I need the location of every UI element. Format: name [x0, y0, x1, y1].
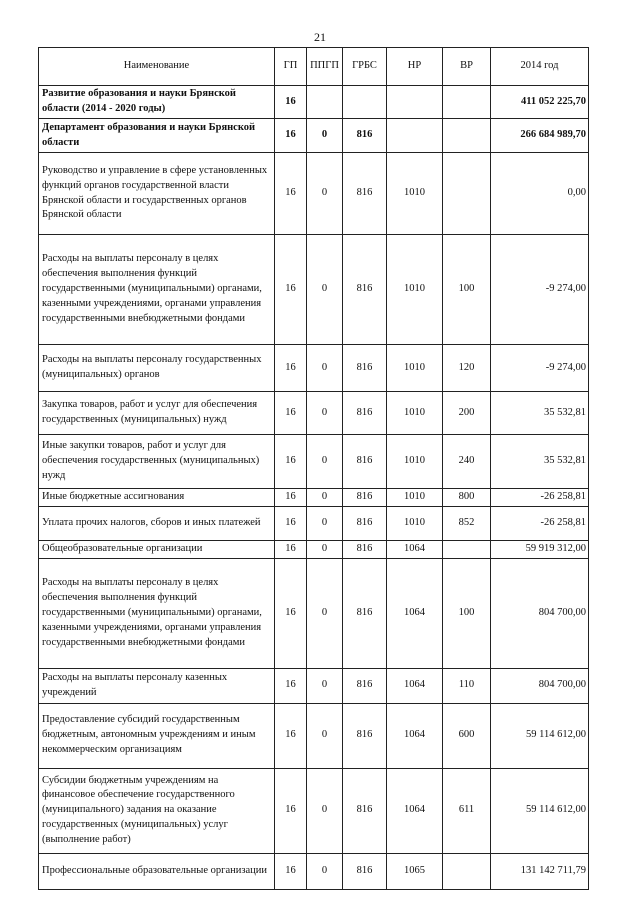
- col-header-name: Наименование: [39, 48, 275, 86]
- cell-name: Расходы на выплаты персоналу в целях обеспечения выполнения функций государственными (муниципальными) органами, казенными учреждениями, органами управления государственными внебюджетными фондами: [39, 558, 275, 668]
- table-row: [39, 668, 589, 703]
- cell-ppgp: 0: [307, 435, 343, 489]
- cell-amount: -26 258,81: [491, 489, 589, 507]
- cell-name: Расходы на выплаты персоналу в целях обеспечения выполнения функций государственными (муниципальными) органами, казенными учреждениями, органами управления государственными внебюджетными фондами: [39, 235, 275, 345]
- cell-amount: 35 532,81: [491, 392, 589, 435]
- cell-name: Иные закупки товаров, работ и услуг для обеспечения государственных (муниципальных) нужд: [39, 435, 275, 489]
- cell-amount: -26 258,81: [491, 506, 589, 540]
- cell-nr: [387, 119, 443, 153]
- cell-grbs: 816: [343, 668, 387, 703]
- cell-nr: [387, 86, 443, 119]
- cell-name: Расходы на выплаты персоналу казенных учреждений: [39, 668, 275, 703]
- cell-name: Общеобразовательные организации: [39, 540, 275, 558]
- cell-gp: 16: [275, 119, 307, 153]
- cell-nr: 1010: [387, 392, 443, 435]
- table-row: [39, 119, 589, 153]
- budget-table: [38, 47, 589, 890]
- cell-amount: 59 114 612,00: [491, 768, 589, 853]
- cell-vr: 110: [443, 668, 491, 703]
- cell-nr: 1065: [387, 853, 443, 889]
- col-header-vr: ВР: [443, 48, 491, 86]
- cell-vr: [443, 853, 491, 889]
- cell-gp: 16: [275, 668, 307, 703]
- cell-nr: 1064: [387, 768, 443, 853]
- cell-amount: -9 274,00: [491, 345, 589, 392]
- cell-grbs: 816: [343, 853, 387, 889]
- cell-ppgp: 0: [307, 558, 343, 668]
- table-row: [39, 540, 589, 558]
- table-row: [39, 768, 589, 853]
- cell-name: Закупка товаров, работ и услуг для обеспечения государственных (муниципальных) нужд: [39, 392, 275, 435]
- cell-ppgp: [307, 86, 343, 119]
- cell-grbs: 816: [343, 435, 387, 489]
- cell-vr: [443, 119, 491, 153]
- cell-nr: 1010: [387, 435, 443, 489]
- cell-grbs: 816: [343, 153, 387, 235]
- cell-vr: 611: [443, 768, 491, 853]
- cell-gp: 16: [275, 345, 307, 392]
- table-row: [39, 392, 589, 435]
- cell-amount: 35 532,81: [491, 435, 589, 489]
- cell-gp: 16: [275, 435, 307, 489]
- cell-grbs: 816: [343, 392, 387, 435]
- cell-amount: 266 684 989,70: [491, 119, 589, 153]
- cell-grbs: 816: [343, 558, 387, 668]
- table-row: [39, 86, 589, 119]
- cell-ppgp: 0: [307, 119, 343, 153]
- cell-nr: 1010: [387, 153, 443, 235]
- cell-ppgp: 0: [307, 345, 343, 392]
- cell-nr: 1064: [387, 558, 443, 668]
- cell-amount: 131 142 711,79: [491, 853, 589, 889]
- cell-amount: 804 700,00: [491, 668, 589, 703]
- cell-gp: 16: [275, 489, 307, 507]
- cell-vr: [443, 540, 491, 558]
- cell-name: Департамент образования и науки Брянской области: [39, 119, 275, 153]
- table-row: [39, 703, 589, 768]
- cell-vr: 852: [443, 506, 491, 540]
- cell-name: Предоставление субсидий государственным бюджетным, автономным учреждениям и иным некоммерческим организациям: [39, 703, 275, 768]
- cell-ppgp: 0: [307, 853, 343, 889]
- cell-name: Профессиональные образовательные организации: [39, 853, 275, 889]
- col-header-ppgp: ППГП: [307, 48, 343, 86]
- cell-amount: 59 114 612,00: [491, 703, 589, 768]
- cell-gp: 16: [275, 768, 307, 853]
- cell-vr: 120: [443, 345, 491, 392]
- cell-grbs: 816: [343, 540, 387, 558]
- cell-nr: 1064: [387, 703, 443, 768]
- cell-amount: -9 274,00: [491, 235, 589, 345]
- cell-vr: 240: [443, 435, 491, 489]
- table-row: [39, 489, 589, 507]
- header-row: [39, 48, 589, 86]
- cell-vr: [443, 153, 491, 235]
- cell-grbs: 816: [343, 703, 387, 768]
- cell-grbs: 816: [343, 489, 387, 507]
- cell-grbs: 816: [343, 345, 387, 392]
- cell-nr: 1010: [387, 235, 443, 345]
- cell-name: Расходы на выплаты персоналу государственных (муниципальных) органов: [39, 345, 275, 392]
- cell-name: Субсидии бюджетным учреждениям на финансовое обеспечение государственного (муниципального) задания на оказание государственных (муниципальных) услуг (выполнение работ): [39, 768, 275, 853]
- cell-gp: 16: [275, 153, 307, 235]
- page-number: 21: [314, 30, 326, 44]
- cell-ppgp: 0: [307, 235, 343, 345]
- table-row: [39, 558, 589, 668]
- cell-ppgp: 0: [307, 153, 343, 235]
- cell-ppgp: 0: [307, 392, 343, 435]
- cell-amount: 411 052 225,70: [491, 86, 589, 119]
- cell-gp: 16: [275, 235, 307, 345]
- cell-nr: 1064: [387, 540, 443, 558]
- cell-gp: 16: [275, 392, 307, 435]
- col-header-grbs: ГРБС: [343, 48, 387, 86]
- cell-vr: [443, 86, 491, 119]
- table-row: [39, 435, 589, 489]
- table-row: [39, 345, 589, 392]
- cell-name: Развитие образования и науки Брянской области (2014 - 2020 годы): [39, 86, 275, 119]
- cell-grbs: [343, 86, 387, 119]
- cell-grbs: 816: [343, 506, 387, 540]
- cell-name: Руководство и управление в сфере установленных функций органов государственной власти Брянской области и государственных органов Брянской области: [39, 153, 275, 235]
- col-header-year: 2014 год: [491, 48, 589, 86]
- table-row: [39, 853, 589, 889]
- cell-vr: 600: [443, 703, 491, 768]
- cell-name: Иные бюджетные ассигнования: [39, 489, 275, 507]
- table-row: [39, 235, 589, 345]
- cell-nr: 1064: [387, 668, 443, 703]
- cell-vr: 100: [443, 558, 491, 668]
- cell-nr: 1010: [387, 506, 443, 540]
- cell-gp: 16: [275, 853, 307, 889]
- cell-gp: 16: [275, 506, 307, 540]
- cell-gp: 16: [275, 86, 307, 119]
- cell-amount: 804 700,00: [491, 558, 589, 668]
- cell-vr: 100: [443, 235, 491, 345]
- cell-vr: 800: [443, 489, 491, 507]
- cell-ppgp: 0: [307, 489, 343, 507]
- table-body: [39, 86, 589, 890]
- cell-nr: 1010: [387, 489, 443, 507]
- table-row: [39, 506, 589, 540]
- cell-grbs: 816: [343, 235, 387, 345]
- cell-grbs: 816: [343, 119, 387, 153]
- cell-grbs: 816: [343, 768, 387, 853]
- cell-ppgp: 0: [307, 768, 343, 853]
- col-header-gp: ГП: [275, 48, 307, 86]
- cell-name: Уплата прочих налогов, сборов и иных платежей: [39, 506, 275, 540]
- table-row: [39, 153, 589, 235]
- cell-ppgp: 0: [307, 540, 343, 558]
- cell-gp: 16: [275, 703, 307, 768]
- cell-ppgp: 0: [307, 703, 343, 768]
- cell-ppgp: 0: [307, 668, 343, 703]
- cell-gp: 16: [275, 558, 307, 668]
- cell-amount: 59 919 312,00: [491, 540, 589, 558]
- cell-vr: 200: [443, 392, 491, 435]
- col-header-nr: НР: [387, 48, 443, 86]
- cell-nr: 1010: [387, 345, 443, 392]
- cell-gp: 16: [275, 540, 307, 558]
- cell-ppgp: 0: [307, 506, 343, 540]
- cell-amount: 0,00: [491, 153, 589, 235]
